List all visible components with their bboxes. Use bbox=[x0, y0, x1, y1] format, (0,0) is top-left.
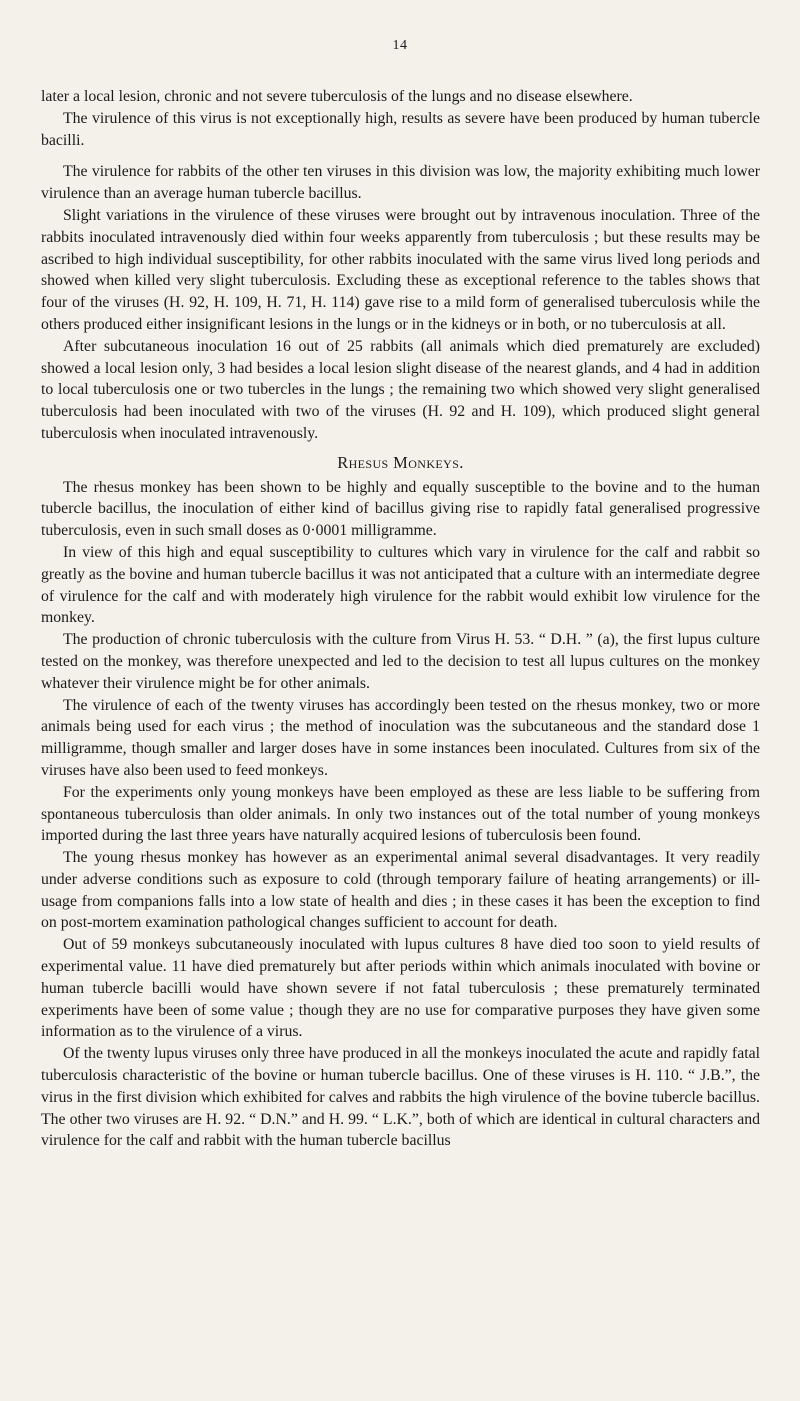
paragraph: The production of chronic tuberculosis with the culture from Virus H. 53. “ D.H. ” (a), the first lupus culture tested on the monkey, was therefore unexpected and led to the decision to test all lupus cultures on the monkey whatever their virulence might be for other animals. bbox=[41, 631, 760, 692]
page-number: 14 bbox=[392, 38, 408, 53]
paragraph: Out of 59 monkeys subcutaneously inoculated with lupus cultures 8 have died too soon to yield results of experimental value. 11 have died prematurely but after periods within which animals inoculated with bovine or human tubercle bacilli would have shown severe if not fatal tuberculosis ; these prematurely terminated experiments have been of some value ; though they are no use for comparative purposes they have given some information as to the virulence of a virus. bbox=[41, 936, 760, 1041]
paragraph: Of the twenty lupus viruses only three have produced in all the monkeys inoculated the acute and rapidly fatal tuberculosis characteristic of the bovine or human tubercle bacillus. One of these viruses is H. 110. “ J.B.”, the virus in the first division which exhibited for calves and rabbits the high virulence of the bovine tubercle bacillus. The other two viruses are H. 92. “ D.N.” and H. 99. “ L.K.”, both of which are identical in cultural characters and virulence for the calf and rabbit with the human tubercle bacillus bbox=[41, 1045, 760, 1150]
paragraph: The virulence of this virus is not exceptionally high, results as severe have been produced by human tubercle bacilli. bbox=[41, 109, 760, 149]
paragraph: The virulence of each of the twenty viruses has accordingly been tested on the rhesus monkey, two or more animals being used for each virus ; the method of inoculation was the subcutaneous and the standard dose 1 milligramme, though smaller and larger doses have in some instances been inoculated. Cultures from six of the viruses have also been used to feed monkeys. bbox=[41, 696, 760, 779]
paragraph: later a local lesion, chronic and not severe tuberculosis of the lungs and no disease elsewhere. bbox=[41, 88, 633, 105]
section-heading bbox=[41, 452, 760, 474]
paragraph: The virulence for rabbits of the other ten viruses in this division was low, the majority exhibiting much lower virulence than an average human tubercle bacillus. bbox=[41, 163, 760, 203]
body-text bbox=[41, 86, 760, 1152]
paragraph: For the experiments only young monkeys have been employed as these are less liable to be suffering from spontaneous tuberculosis than older animals. In only two instances out of the total number of young monkeys imported during the last three years have naturally acquired lesions of tuberculosis been found. bbox=[41, 783, 760, 845]
paragraph: The young rhesus monkey has however as an experimental animal several disadvantages. It very readily under adverse conditions such as exposure to cold (through temporary failure of heating arrangements) or ill-usage from companions falls into a low state of health and dies ; in these cases it has been the exception to find on post-mortem examination pathological changes sufficient to account for death. bbox=[41, 849, 760, 932]
paragraph: After subcutaneous inoculation 16 out of 25 rabbits (all animals which died prematurely are excluded) showed a local lesion only, 3 had besides a local lesion slight disease of the nearest glands, and 4 had in addition to local tuberculosis one or two tubercles in the lungs ; the remaining two which showed very slight generalised tuberculosis had been inoculated with two of the viruses (H. 92 and H. 109), which produced slight general tuberculosis when inoculated intravenously. bbox=[41, 337, 760, 442]
paragraph: Slight variations in the virulence of these viruses were brought out by intravenous inoculation. Three of the rabbits inoculated intravenously died within four weeks apparently from tuberculosis ; but these results may be ascribed to high individual susceptibility, for other rabbits inoculated with the same virus lived long periods and showed when killed very slight tuberculosis. Excluding these as exceptional reference to the tables shows that four of the viruses (H. 92, H. 109, H. 71, H. 114) gave rise to a mild form of generalised tuberculosis while the others produced either insignificant lesions in the lungs or in the kidneys or in both, or no tuberculosis at all. bbox=[41, 206, 760, 333]
section-heading-text: Rhesus Monkeys. bbox=[337, 452, 464, 472]
paragraph: The rhesus monkey has been shown to be highly and equally susceptible to the bovine and to the human tubercle bacillus, the inoculation of either kind of bacillus giving rise to rapidly fatal generalised progressive tuberculosis, even in such small doses as 0·0001 milligramme. bbox=[41, 478, 760, 540]
paragraph: In view of this high and equal susceptibility to cultures which vary in virulence for the calf and rabbit so greatly as the bovine and human tubercle bacillus it was not anticipated that a culture with an intermediate degree of virulence for the calf and with moderately high virulence for the rabbit would exhibit low virulence for the monkey. bbox=[41, 543, 760, 627]
